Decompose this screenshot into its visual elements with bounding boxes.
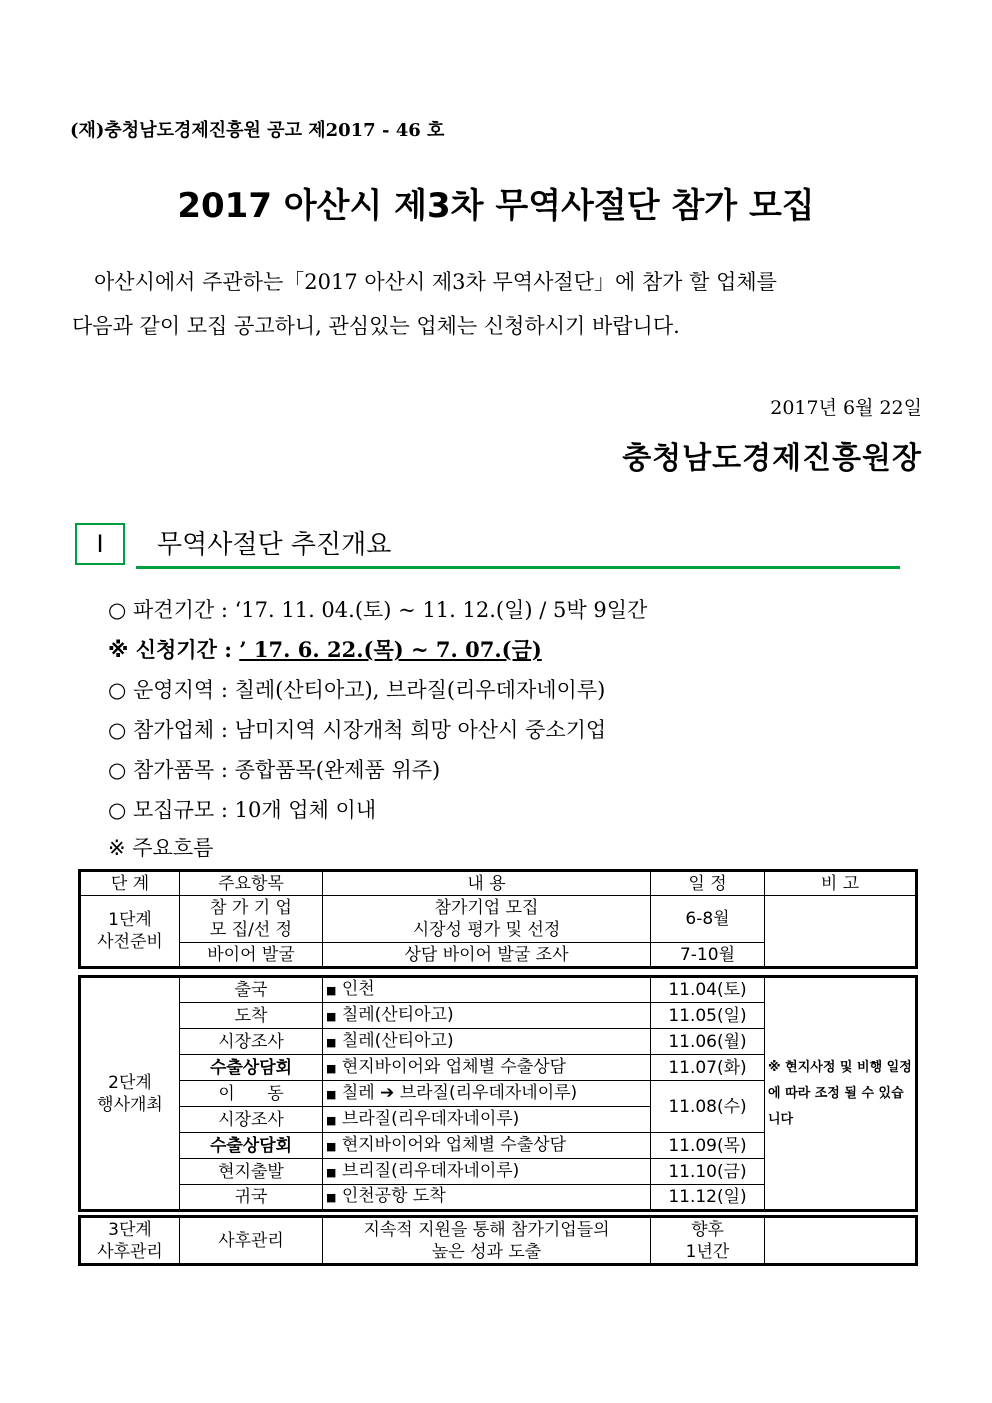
- item-cell: 현지출발: [180, 1159, 323, 1185]
- circle-bullet-icon: ○: [108, 718, 127, 742]
- stage-name: 사전준비: [97, 932, 163, 952]
- item-company: [108, 714, 606, 744]
- content-text: 높은 성과 도출: [431, 1241, 542, 1262]
- item-cell: 귀국: [180, 1185, 323, 1211]
- item-label: 참가품목 :: [133, 758, 228, 782]
- date-cell: 11.08(수): [651, 1081, 765, 1133]
- item-label: 참가업체 :: [133, 718, 228, 742]
- item-label: 운영지역 :: [133, 678, 228, 702]
- intro-line-1: 아산시에서 주관하는「2017 아산시 제3차 무역사절단」에 참가 할 업체를: [94, 270, 777, 294]
- content-text: 칠레 ➔ 브라질(리우데자네이루): [341, 1082, 578, 1103]
- item-cell: 사후관리: [180, 1217, 323, 1265]
- content-cell: [323, 1003, 651, 1029]
- content-text: 지속적 지원을 통해 참가기업들의: [363, 1219, 610, 1240]
- item-label: 파견기간 :: [133, 598, 228, 622]
- document-date: 2017년 6월 22일: [770, 397, 922, 419]
- content-text: 현지바이어와 업체별 수출상담: [341, 1056, 567, 1077]
- intro-line-2: 다음과 같이 모집 공고하니, 관심있는 업체는 신청하시기 바랍니다.: [72, 314, 680, 338]
- content-cell: [323, 1055, 651, 1081]
- content-text: 인천: [341, 979, 375, 999]
- square-bullet-icon: ■: [326, 1009, 337, 1023]
- item-cell: 이 동: [180, 1081, 323, 1107]
- table-row: [80, 896, 917, 943]
- issuer-name: 충청남도경제진흥원장: [622, 441, 922, 476]
- content-cell: [323, 896, 651, 943]
- content-cell: [323, 1133, 651, 1159]
- stage-name: 3단계: [108, 1219, 152, 1240]
- header-cell: 비 고: [765, 871, 917, 896]
- date-cell: 11.10(금): [651, 1159, 765, 1185]
- content-cell: [323, 1107, 651, 1133]
- square-bullet-icon: ■: [326, 1113, 337, 1127]
- item-cell: 시장조사: [180, 1107, 323, 1133]
- stage-name: 사후관리: [97, 1241, 163, 1262]
- item-text: 참 가 기 업: [210, 898, 292, 918]
- note-text: ※ 현지사정 및 비행 일정에 따라 조정 될 수 있습니다: [768, 1059, 912, 1127]
- item-value: 칠레(산티아고), 브라질(리우데자네이루): [234, 678, 606, 702]
- square-bullet-icon: ■: [326, 1087, 337, 1101]
- item-cell: 도착: [180, 1003, 323, 1029]
- item-value: 10개 업체 이내: [234, 798, 377, 822]
- schedule-table-stage2: [78, 975, 918, 1212]
- content-text: 브리질(리우데자네이루): [341, 1160, 520, 1181]
- section-number: Ⅰ: [75, 523, 125, 565]
- content-text: 인천공항 도착: [341, 1186, 446, 1206]
- content-cell: [323, 1081, 651, 1107]
- stage-name: 1단계: [108, 910, 152, 930]
- stage-name: 행사개최: [97, 1094, 163, 1115]
- header-cell: 일 정: [651, 871, 765, 896]
- document-title: 2017 아산시 제3차 무역사절단 참가 모집: [177, 186, 815, 226]
- content-cell: [323, 1159, 651, 1185]
- square-bullet-icon: ■: [326, 1035, 337, 1049]
- item-cell: 수출상담회: [180, 1133, 323, 1159]
- date-text: 향후: [691, 1219, 724, 1240]
- reference-mark-icon: ※: [108, 638, 129, 662]
- note-cell: [765, 896, 917, 968]
- item-scale: [108, 794, 376, 824]
- stage-name-cell: [80, 896, 180, 968]
- item-cell: 출국: [180, 977, 323, 1003]
- date-cell: [651, 1217, 765, 1265]
- content-text: 브라질(리우데자네이루): [341, 1108, 520, 1129]
- item-label: 신청기간 :: [135, 637, 232, 662]
- item-goods: [108, 754, 440, 784]
- date-cell: 11.04(토): [651, 977, 765, 1003]
- content-cell: [323, 1029, 651, 1055]
- date-cell: 11.12(일): [651, 1185, 765, 1211]
- date-cell: 6-8월: [651, 896, 765, 943]
- square-bullet-icon: ■: [326, 1165, 337, 1179]
- content-cell: [323, 1217, 651, 1265]
- item-region: [108, 674, 605, 704]
- stage-name: 2단계: [108, 1072, 152, 1093]
- content-text: 칠레(산티아고): [341, 1004, 454, 1025]
- header-cell: 주요항목: [180, 871, 323, 896]
- square-bullet-icon: ■: [326, 1139, 337, 1153]
- notice-number: (재)충청남도경제진흥원 공고 제2017 - 46 호: [70, 120, 445, 141]
- content-cell: [323, 1185, 651, 1211]
- item-text: 모 집/선 정: [209, 920, 293, 940]
- date-cell: 11.05(일): [651, 1003, 765, 1029]
- stage-name-cell: [80, 1217, 180, 1265]
- note-cell: [765, 1217, 917, 1265]
- content-text: 칠레(산티아고): [341, 1030, 454, 1051]
- circle-bullet-icon: ○: [108, 798, 127, 822]
- date-text: 1년간: [685, 1241, 730, 1262]
- square-bullet-icon: ■: [326, 984, 337, 997]
- content-text: 현지바이어와 업체별 수출상담: [341, 1134, 567, 1155]
- table-row: [80, 977, 917, 1003]
- content-cell: 상담 바이어 발굴 조사: [323, 943, 651, 968]
- header-cell: 단 계: [80, 871, 180, 896]
- stage-name-cell: [80, 977, 180, 1211]
- circle-bullet-icon: ○: [108, 758, 127, 782]
- content-text: 참가기업 모집: [434, 898, 539, 918]
- item-main-flow: [108, 832, 213, 862]
- item-cell: [180, 896, 323, 943]
- schedule-table-stage3: [78, 1215, 918, 1266]
- circle-bullet-icon: ○: [108, 678, 127, 702]
- item-cell: 수출상담회: [180, 1055, 323, 1081]
- date-cell: 11.07(화): [651, 1055, 765, 1081]
- circle-bullet-icon: ○: [108, 598, 127, 622]
- item-value: ‘17. 11. 04.(토) ~ 11. 12.(일) / 5박 9일간: [234, 598, 648, 622]
- content-cell: [323, 977, 651, 1003]
- item-value: 종합품목(완제품 위주): [234, 758, 441, 782]
- item-dispatch-period: [108, 594, 647, 624]
- section-underline: [136, 566, 900, 569]
- item-label: 주요흐름: [132, 836, 214, 860]
- square-bullet-icon: ■: [326, 1191, 337, 1204]
- date-cell: 11.09(목): [651, 1133, 765, 1159]
- header-cell: 내 용: [323, 871, 651, 896]
- item-value: ’ 17. 6. 22.(목) ~ 7. 07.(금): [239, 637, 542, 662]
- item-apply-period: [108, 634, 542, 664]
- table-row: [80, 1217, 917, 1265]
- square-bullet-icon: ■: [326, 1061, 337, 1075]
- date-cell: 11.06(월): [651, 1029, 765, 1055]
- schedule-table-stage1: [78, 869, 918, 969]
- section-title: 무역사절단 추진개요: [157, 530, 392, 560]
- item-label: 모집규모 :: [133, 798, 228, 822]
- reference-mark-icon: ※: [108, 836, 126, 860]
- note-cell: [765, 977, 917, 1211]
- date-cell: 7-10월: [651, 943, 765, 968]
- content-text: 시장성 평가 및 선정: [412, 920, 561, 940]
- item-value: 남미지역 시장개척 희망 아산시 중소기업: [234, 718, 607, 742]
- item-cell: 시장조사: [180, 1029, 323, 1055]
- table-header-row: [80, 871, 917, 896]
- item-cell: 바이어 발굴: [180, 943, 323, 968]
